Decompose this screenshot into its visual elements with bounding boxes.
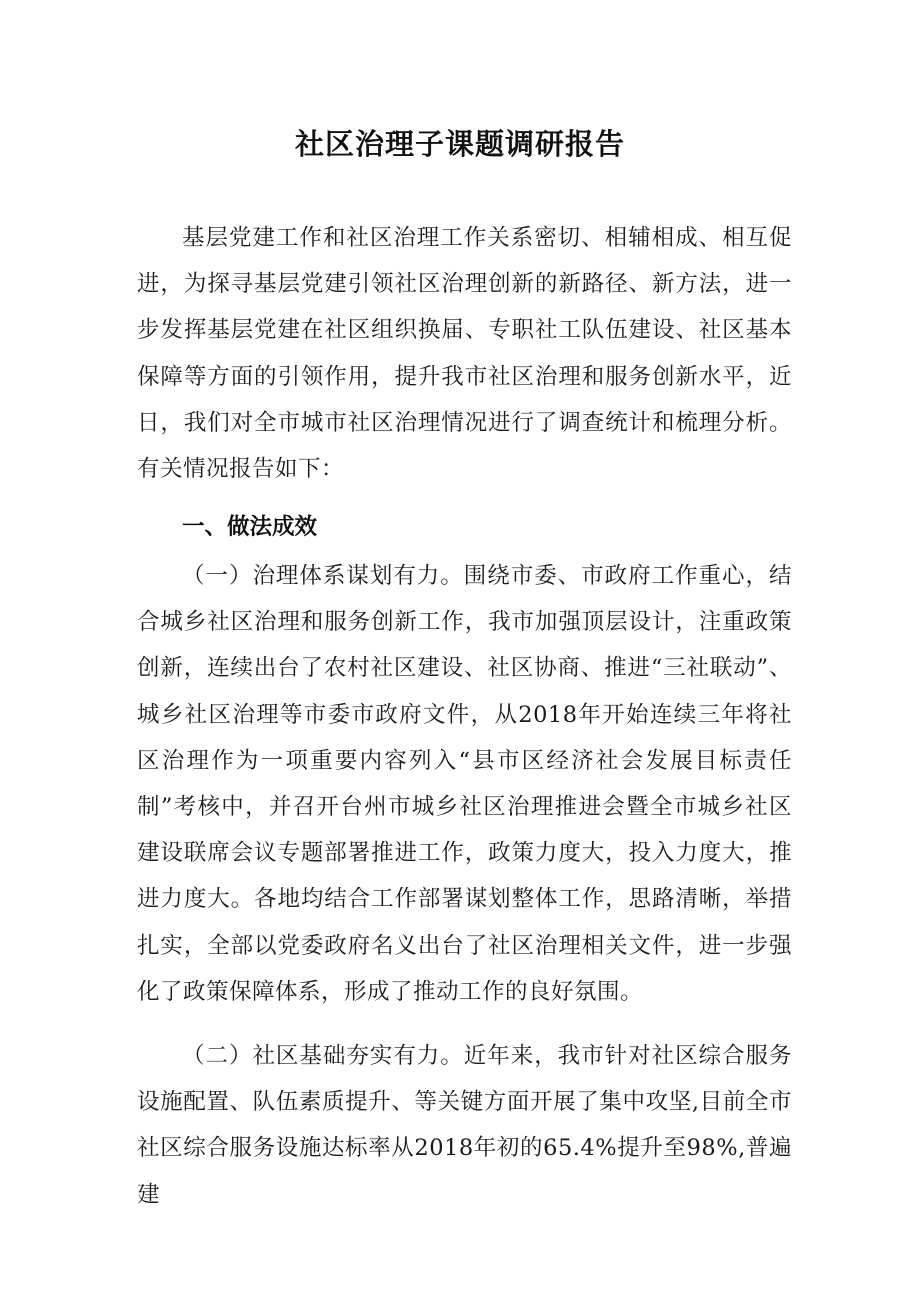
section1-item2-paragraph: （二）社区基础夯实有力。近年来，我市针对社区综合服务设施配置、队伍素质提升、等关键方面开展了集中攻坚,目前全市社区综合服务设施达标率从2018年初的65.4%提升至98%,普遍建 bbox=[137, 1043, 792, 1208]
document-title: 社区治理子课题调研报告 bbox=[294, 127, 625, 161]
section-heading-1: 一、做法成效 bbox=[182, 514, 318, 540]
intro-paragraph: 基层党建工作和社区治理工作关系密切、相辅相成、相互促进，为探寻基层党建引领社区治理创新的新路径、新方法，进一步发挥基层党建在社区组织换届、专职社工队伍建设、社区基本保障等方面的引领作用，提升我市社区治理和服务创新水平，近日，我们对全市城市社区治理情况进行了调查统计和梳理分析。有关情况报告如下： bbox=[137, 225, 792, 483]
section1-item1-paragraph: （一）治理体系谋划有力。围绕市委、市政府工作重心，结合城乡社区治理和服务创新工作，我市加强顶层设计，注重政策创新，连续出台了农村社区建设、社区协商、推进“三社联动”、城乡社区治理等市委市政府文件，从2018年开始连续三年将社区治理作为一项重要内容列入“县市区经济社会发展目标责任制”考核中，并召开台州市城乡社区治理推进会暨全市城乡社区建设联席会议专题部署推进工作，政策力度大，投入力度大，推进力度大。各地均结合工作部署谋划整体工作，思路清晰，举措扎实，全部以党委政府名义出台了社区治理相关文件，进一步强化了政策保障体系，形成了推动工作的良好氛围。 bbox=[137, 563, 792, 1005]
